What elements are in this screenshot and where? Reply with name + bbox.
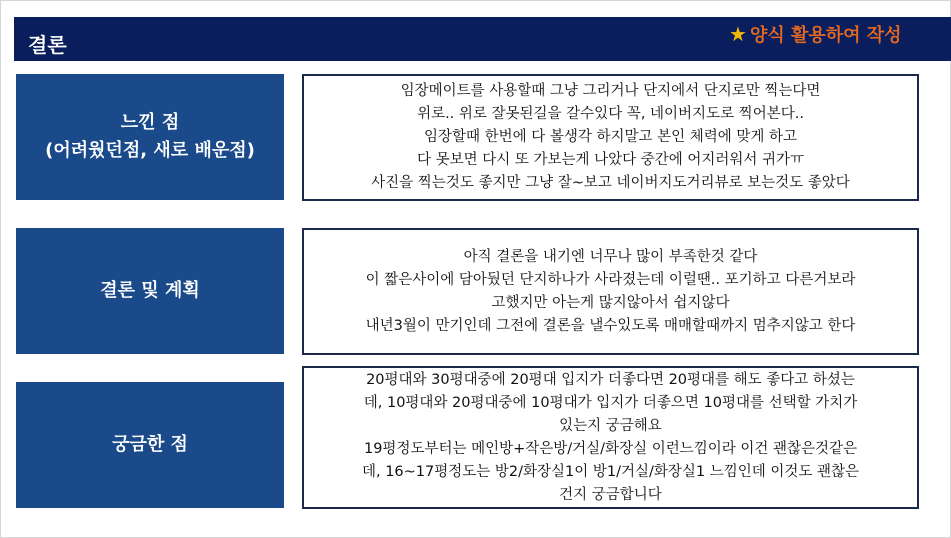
section-content-impressions (302, 74, 919, 201)
content-line: 19평정도부터는 메인방+작은방/거실/화장실 이런느낌이라 이건 괜찮은것같은 (363, 440, 858, 457)
content-line: 데, 16~17평정도는 방2/화장실1이 방1/거실/화장실1 느낌인데 이것도 괜찮은 (361, 463, 860, 480)
content-line: 임장할때 한번에 다 볼생각 하지말고 본인 체력에 맞게 하고 (423, 129, 798, 145)
template-note-text: 양식 활용하여 작성 (749, 25, 902, 46)
template-note (729, 22, 929, 48)
section-content-questions (302, 366, 919, 509)
content-line: 임장메이트를 사용할때 그냥 그리거나 단지에서 단지로만 찍는다면 (400, 83, 821, 99)
content-line: 20평대와 30평대중에 20평대 입지가 더좋다면 20평대를 해도 좋다고 하셨는 (366, 371, 855, 388)
section-label-impressions (16, 74, 284, 200)
section-label-line: 궁금한 점 (112, 434, 188, 455)
page-title: 결론 (28, 33, 67, 57)
content-line: 위로.. 위로 잘못된길을 갈수있다 꼭, 네이버지도로 찍어본다.. (417, 106, 804, 122)
content-line: 이 짧은사이에 담아뒀던 단지하나가 사라졌는데 이럴땐.. 포기하고 다른거보라 (365, 271, 856, 288)
content-line: 아직 결론을 내기엔 너무나 많이 부족한것 같다 (463, 248, 758, 265)
section-label-conclusion (16, 228, 284, 354)
content-line: 건지 궁금합니다 (559, 486, 662, 503)
section-label-questions (16, 382, 284, 508)
content-line: 고했지만 아는게 많지않아서 쉽지않다 (491, 294, 730, 311)
section-content-conclusion (302, 228, 919, 355)
content-line: 있는지 궁금해요 (559, 417, 662, 434)
section-label-line: 결론 및 계획 (100, 280, 200, 301)
content-line: 내년3월이 만기인데 그전에 결론을 낼수있도록 매매할때까지 멈추지않고 한다 (365, 317, 856, 334)
section-label-line: (어려웠던점, 새로 배운점) (45, 140, 255, 161)
content-line: 데, 10평대와 20평대중에 10평대가 입지가 더좋으면 10평대를 선택할 가치가 (363, 394, 858, 411)
content-line: 사진을 찍는것도 좋지만 그냥 잘~보고 네이버지도거리뷰로 보는것도 좋았다 (371, 175, 850, 191)
content-line: 다 못보면 다시 또 가보는게 나았다 중간에 어지러워서 귀가ㅠ (416, 152, 805, 168)
star-icon: ★ (729, 22, 747, 46)
section-label-line: 느낀 점 (120, 112, 180, 133)
